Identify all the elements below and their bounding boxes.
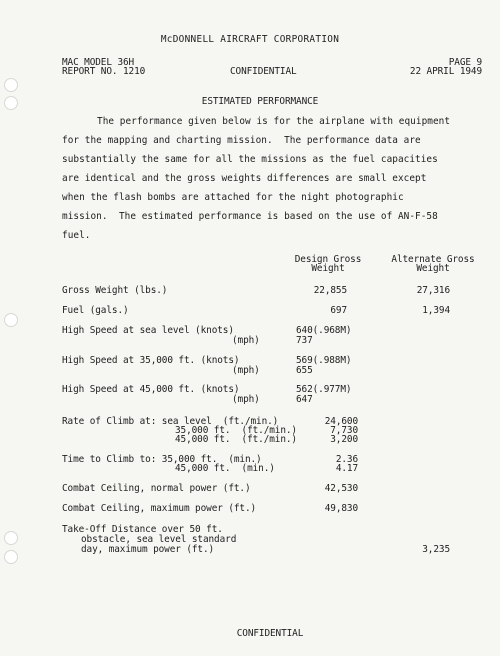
row-label: Combat Ceiling, maximum power (ft.) (62, 503, 257, 514)
row-label: High Speed at 45,000 ft. (knots) (62, 384, 240, 395)
intro-line: fuel. (62, 230, 91, 241)
alternate-value: 1,394 (422, 305, 450, 316)
design-value: 7,730 (330, 425, 358, 436)
row-label: Time to Climb to: 35,000 ft. (min.) (62, 454, 262, 465)
binder-hole (4, 550, 18, 564)
row-label: Fuel (gals.) (62, 305, 129, 316)
alternate-value: 27,316 (416, 285, 450, 296)
design-value: 640(.968M) (296, 325, 352, 336)
design-value: 562(.977M) (296, 384, 352, 395)
row-sublabel: 35,000 ft. (ft./min.) (175, 425, 297, 436)
design-value: 737 (296, 335, 313, 346)
row-label: High Speed at 35,000 ft. (knots) (62, 355, 240, 366)
design-value: 22,855 (313, 285, 347, 296)
model-number: MAC MODEL 36H (62, 57, 135, 68)
row-sublabel: 45,000 ft. (ft./min.) (175, 434, 297, 445)
row-sublabel: 45,000 ft. (min.) (175, 463, 275, 474)
row-label: High Speed at sea level (knots) (62, 325, 234, 336)
design-value: 647 (296, 394, 313, 405)
report-number: REPORT NO. 1210 (62, 66, 146, 77)
intro-line: when the flash bombs are attached for the night photographic (62, 192, 404, 203)
row-sublabel: (mph) (232, 365, 260, 376)
design-value: 697 (330, 305, 347, 316)
intro-line: The performance given below is for the airplane with equipment (97, 116, 451, 127)
intro-line: mission. The estimated performance is based on the use of AN-F-58 (62, 211, 438, 222)
row-sublabel: day, maximum power (ft.) (81, 544, 215, 555)
alternate-gross-header: Alternate Gross (391, 254, 475, 265)
intro-line: substantially the same for all the missions as the fuel capacities (62, 154, 438, 165)
row-sublabel: (mph) (232, 335, 260, 346)
intro-line: are identical and the gross weights differences are small except (62, 173, 427, 184)
row-label: Rate of Climb at: sea level (ft./min.) (62, 416, 279, 427)
binder-hole (4, 78, 18, 92)
section-title: ESTIMATED PERFORMANCE (201, 96, 319, 107)
row-sublabel: (mph) (232, 394, 260, 405)
design-value: 42,530 (324, 483, 358, 494)
binder-hole (4, 531, 18, 545)
design-value: 24,600 (324, 416, 358, 427)
row-label: Gross Weight (lbs.) (62, 285, 168, 296)
design-value: 3,200 (330, 434, 358, 445)
classification-footer: CONFIDENTIAL (236, 628, 304, 639)
page-number: PAGE 9 (448, 57, 482, 68)
design-gross-header: Weight (311, 263, 345, 274)
design-value: 655 (296, 365, 313, 376)
intro-line: for the mapping and charting mission. The performance data are (62, 135, 421, 146)
row-sublabel: obstacle, sea level standard (81, 534, 237, 545)
classification-header: CONFIDENTIAL (230, 66, 297, 77)
binder-hole (4, 313, 18, 327)
report-date: 22 APRIL 1949 (409, 66, 482, 77)
alternate-gross-header: Weight (416, 263, 450, 274)
alternate-value: 3,235 (422, 544, 450, 555)
design-value: 2.36 (335, 454, 358, 465)
design-value: 569(.988M) (296, 355, 352, 366)
company-name: McDONNELL AIRCRAFT CORPORATION (160, 34, 340, 45)
design-gross-header: Design Gross (294, 254, 362, 265)
row-label: Combat Ceiling, normal power (ft.) (62, 483, 251, 494)
design-value: 4.17 (335, 463, 358, 474)
design-value: 49,830 (324, 503, 358, 514)
row-label: Take-Off Distance over 50 ft. (62, 524, 223, 535)
